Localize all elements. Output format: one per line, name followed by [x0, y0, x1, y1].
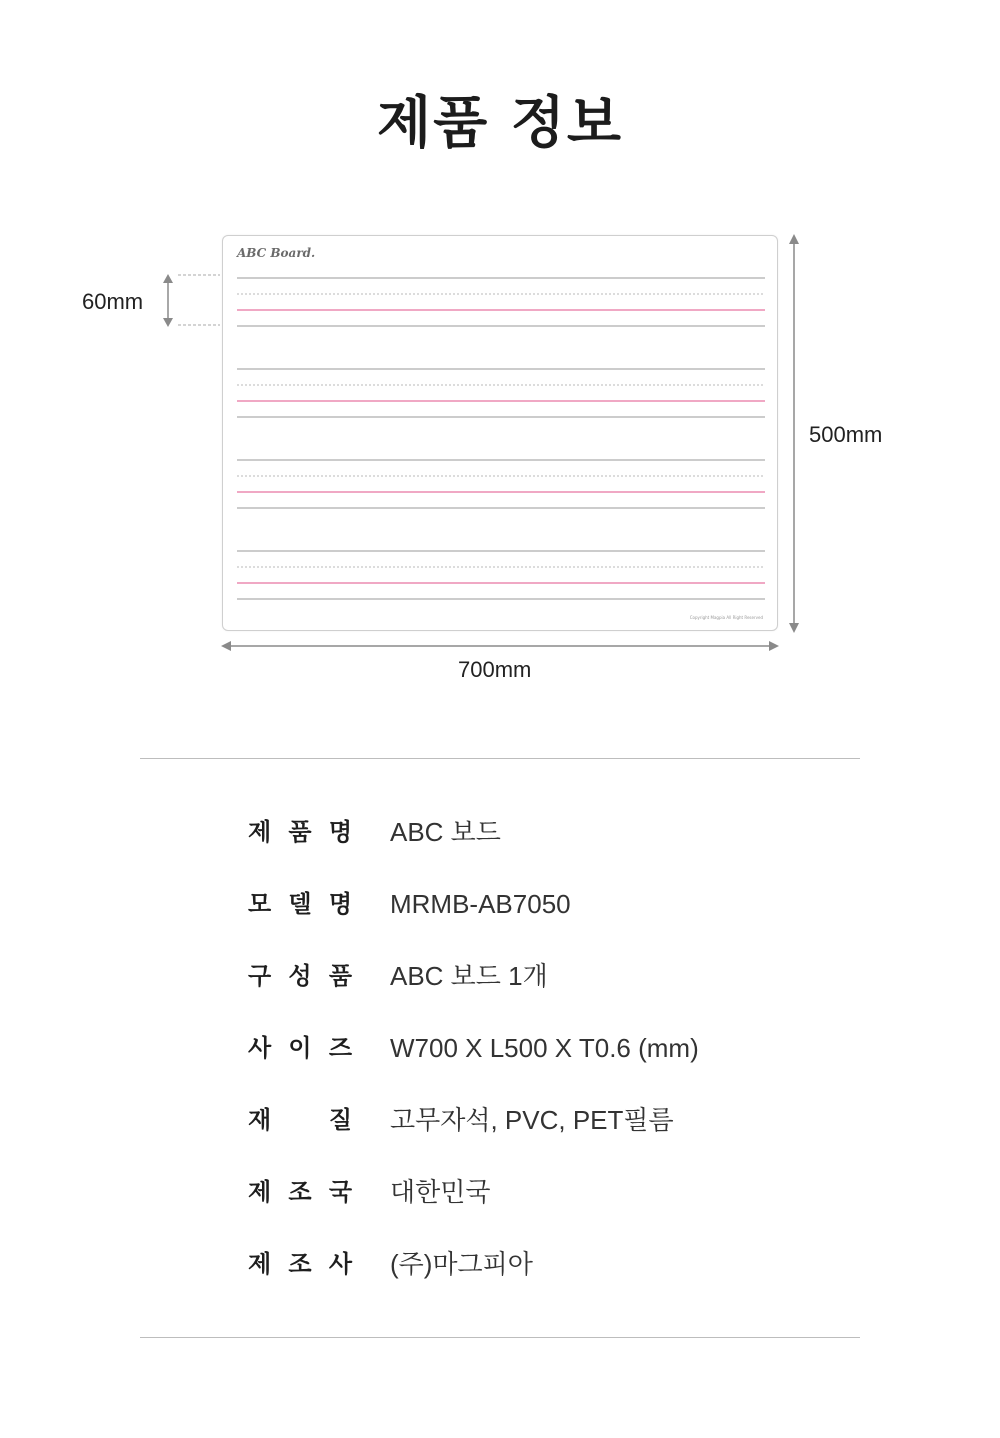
spec-label-char: 제: [248, 1250, 272, 1278]
spec-label-char: 국: [328, 1178, 352, 1206]
spec-value: ABC 보드: [390, 817, 501, 847]
spec-row: [248, 944, 848, 1008]
width-label: 700mm: [458, 657, 532, 682]
spec-row: [248, 872, 848, 936]
height-arrow-down-icon: [789, 623, 799, 633]
spec-row: [248, 1160, 848, 1224]
spec-label: [248, 1032, 352, 1064]
spec-value: 대한민국: [390, 1177, 491, 1207]
width-arrow-left-icon: [221, 641, 231, 651]
spec-label-char: 질: [328, 1106, 352, 1134]
spec-row: [248, 1016, 848, 1080]
spec-label-char: 명: [328, 818, 352, 846]
height-arrow-up-icon: [789, 234, 799, 244]
spec-label-char: 조: [288, 1250, 312, 1278]
line-gap-label: 60mm: [82, 289, 144, 314]
spec-label-char: 성: [288, 962, 312, 990]
spec-label: [248, 1104, 352, 1136]
spec-value: W700 X L500 X T0.6 (mm): [390, 1033, 699, 1063]
height-label: 500mm: [809, 422, 883, 447]
spec-label-char: 품: [328, 962, 352, 990]
spec-label-char: 즈: [328, 1034, 352, 1062]
spec-label-char: 제: [248, 818, 272, 846]
width-arrow-right-icon: [769, 641, 779, 651]
spec-label: [248, 960, 352, 992]
spec-label: [248, 1176, 352, 1208]
spec-row: [248, 1232, 848, 1296]
spec-label-char: 조: [288, 1178, 312, 1206]
spec-label: [248, 1248, 352, 1280]
divider-top: [140, 758, 860, 759]
spec-label-char: 이: [288, 1034, 312, 1062]
spec-label-char: 모: [248, 890, 272, 918]
divider-bottom: [140, 1337, 860, 1338]
line-gap-arrow-up-icon: [163, 274, 173, 283]
page-title: 제품 정보: [377, 91, 623, 156]
spec-label-char: 델: [288, 890, 312, 918]
spec-label-char: 제: [248, 1178, 272, 1206]
board-copyright: Copyright Magpia All Right Reserved: [689, 615, 763, 620]
line-gap-arrow-down-icon: [163, 318, 173, 327]
spec-row: [248, 1088, 848, 1152]
spec-label-char: 재: [248, 1106, 272, 1134]
spec-row: [248, 800, 848, 864]
spec-value: (주)마그피아: [390, 1249, 533, 1279]
spec-label-char: 구: [248, 962, 272, 990]
spec-label-char: 사: [328, 1250, 352, 1278]
spec-value: ABC 보드 1개: [390, 961, 548, 991]
spec-label: [248, 888, 352, 920]
spec-value: MRMB-AB7050: [390, 889, 571, 919]
spec-label-char: 사: [248, 1034, 272, 1062]
spec-value: 고무자석, PVC, PET필름: [390, 1105, 674, 1135]
spec-label-char: 명: [328, 890, 352, 918]
board-logo: ABC Board.: [237, 246, 316, 260]
spec-label-char: 품: [288, 818, 312, 846]
spec-label: [248, 816, 352, 848]
